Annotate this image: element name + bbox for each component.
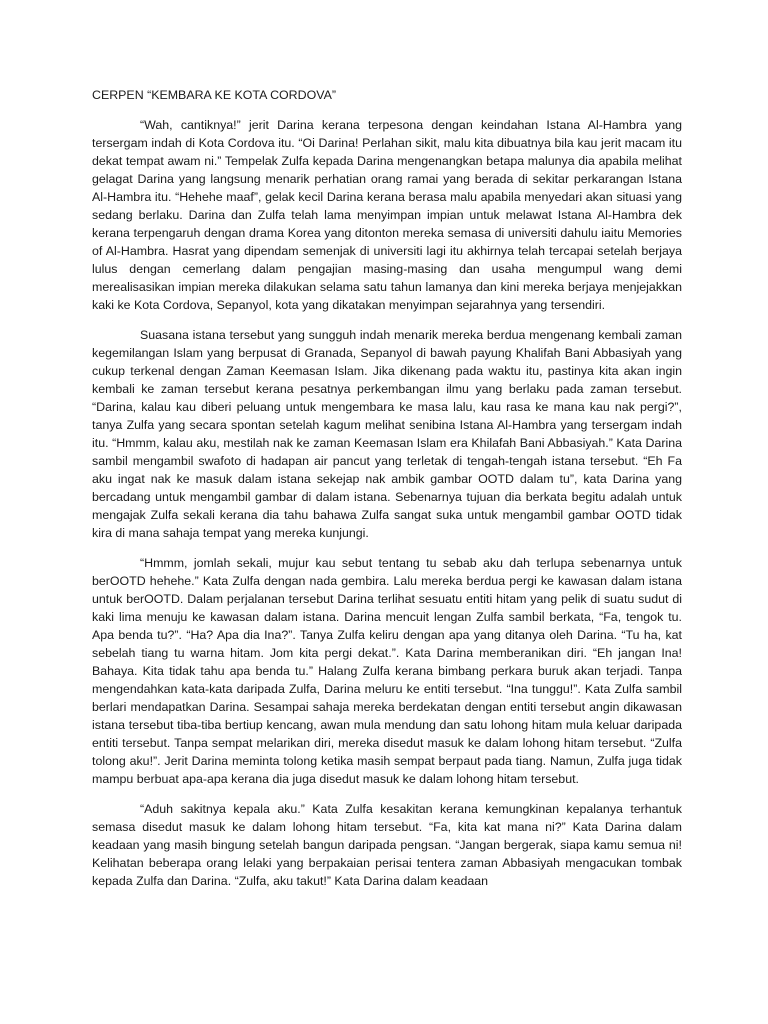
document-page xyxy=(92,86,682,890)
paragraph-1: “Wah, cantiknya!” jerit Darina kerana terpesona dengan keindahan Istana Al-Hambra yang tersergam indah di Kota Cordova itu. “Oi Darina! Perlahan sikit, malu kita dibuatnya bila kau jerit macam itu dekat tempat awam ni.” Tempelak Zulfa kepada Darina mengenangkan betapa malunya dia apabila melihat gelagat Darina yang langsung menarik perhatian orang ramai yang berada di sekitar perkarangan Istana Al-Hambra itu. “Hehehe maaf”, gelak kecil Darina kerana berasa malu apabila menyedari akan situasi yang sedang berlaku. Darina dan Zulfa telah lama menyimpan impian untuk melawat Istana Al-Hambra dek kerana terpengaruh dengan drama Korea yang ditonton mereka semasa di universiti dahulu iaitu Memories of Al-Hambra. Hasrat yang dipendam semenjak di universiti lagi itu akhirnya telah tercapai setelah berjaya lulus dengan cemerlang dalam pengajian masing-masing dan usaha mengumpul wang demi merealisasikan impian mereka dilakukan selama satu tahun lamanya dan kini mereka berjaya menjejakkan kaki ke Kota Cordova, Sepanyol, kota yang dikatakan menyimpan sejarahnya yang tersendiri. xyxy=(92,118,682,312)
document-title: CERPEN “KEMBARA KE KOTA CORDOVA” xyxy=(92,88,336,102)
paragraph-2: Suasana istana tersebut yang sungguh indah menarik mereka berdua mengenang kembali zaman kegemilangan Islam yang berpusat di Granada, Sepanyol di bawah payung Khalifah Bani Abbasiyah yang cukup terkenal dengan Zaman Keemasan Islam. Jika dikenang pada waktu itu, pastinya kita akan ingin kembali ke zaman tersebut kerana pesatnya perkembangan ilmu yang berlaku pada zaman tersebut. “Darina, kalau kau diberi peluang untuk mengembara ke masa lalu, kau rasa ke mana kau nak pergi?”, tanya Zulfa yang secara spontan setelah kagum melihat senibina Istana Al-Hambra yang tersergam indah itu. “Hmmm, kalau aku, mestilah nak ke zaman Keemasan Islam era Khilafah Bani Abbasiyah.” Kata Darina sambil mengambil swafoto di hadapan air pancut yang terletak di tengah-tengah istana tersebut. “Eh Fa aku ingat nak ke masuk dalam istana sekejap nak ambik gambar OOTD dalam tu”, kata Darina yang bercadang untuk mengambil gambar di dalam istana. Sebenarnya tujuan dia berkata begitu adalah untuk mengajak Zulfa sekali kerana dia tahu bahawa Zulfa sangat suka untuk mengambil gambar OOTD tidak kira di mana sahaja tempat yang mereka kunjungi. xyxy=(92,328,682,540)
paragraph-3: “Hmmm, jomlah sekali, mujur kau sebut tentang tu sebab aku dah terlupa sebenarnya untuk berOOTD hehehe.” Kata Zulfa dengan nada gembira. Lalu mereka berdua pergi ke kawasan dalam istana untuk berOOTD. Dalam perjalanan tersebut Darina terlihat sesuatu entiti hitam yang pelik di suatu sudut di kaki lima menuju ke kawasan dalam istana. Darina mencuit lengan Zulfa sambil berkata, “Fa, tengok tu. Apa benda tu?”. “Ha? Apa dia Ina?”. Tanya Zulfa keliru dengan apa yang ditanya oleh Darina. “Tu ha, kat sebelah tiang tu warna hitam. Jom kita pergi dekat.”. Kata Darina memberanikan diri. “Eh jangan Ina! Bahaya. Kita tidak tahu apa benda tu.” Halang Zulfa kerana bimbang perkara buruk akan terjadi. Tanpa mengendahkan kata-kata daripada Zulfa, Darina meluru ke entiti tersebut. “Ina tunggu!”. Kata Zulfa sambil berlari mendapatkan Darina. Sesampai sahaja mereka berdekatan dengan entiti tersebut angin dikawasan istana tersebut tiba-tiba bertiup kencang, awan mula mendung dan satu lohong hitam mula keluar daripada entiti tersebut. Tanpa sempat melarikan diri, mereka disedut masuk ke dalam lohong hitam tersebut. “Zulfa tolong aku!”. Jerit Darina meminta tolong ketika masih sempat berpaut pada tiang. Namun, Zulfa juga tidak mampu berbuat apa-apa kerana dia juga disedut masuk ke dalam lohong hitam tersebut. xyxy=(92,556,682,786)
paragraph-4: “Aduh sakitnya kepala aku.” Kata Zulfa kesakitan kerana kemungkinan kepalanya terhantuk semasa disedut masuk ke dalam lohong hitam tersebut. “Fa, kita kat mana ni?” Kata Darina dalam keadaan yang masih bingung setelah bangun daripada pengsan. “Jangan bergerak, siapa kamu semua ni! Kelihatan beberapa orang lelaki yang berpakaian perisai tentera zaman Abbasiyah mengacukan tombak kepada Zulfa dan Darina. “Zulfa, aku takut!” Kata Darina dalam keadaan xyxy=(92,802,682,888)
